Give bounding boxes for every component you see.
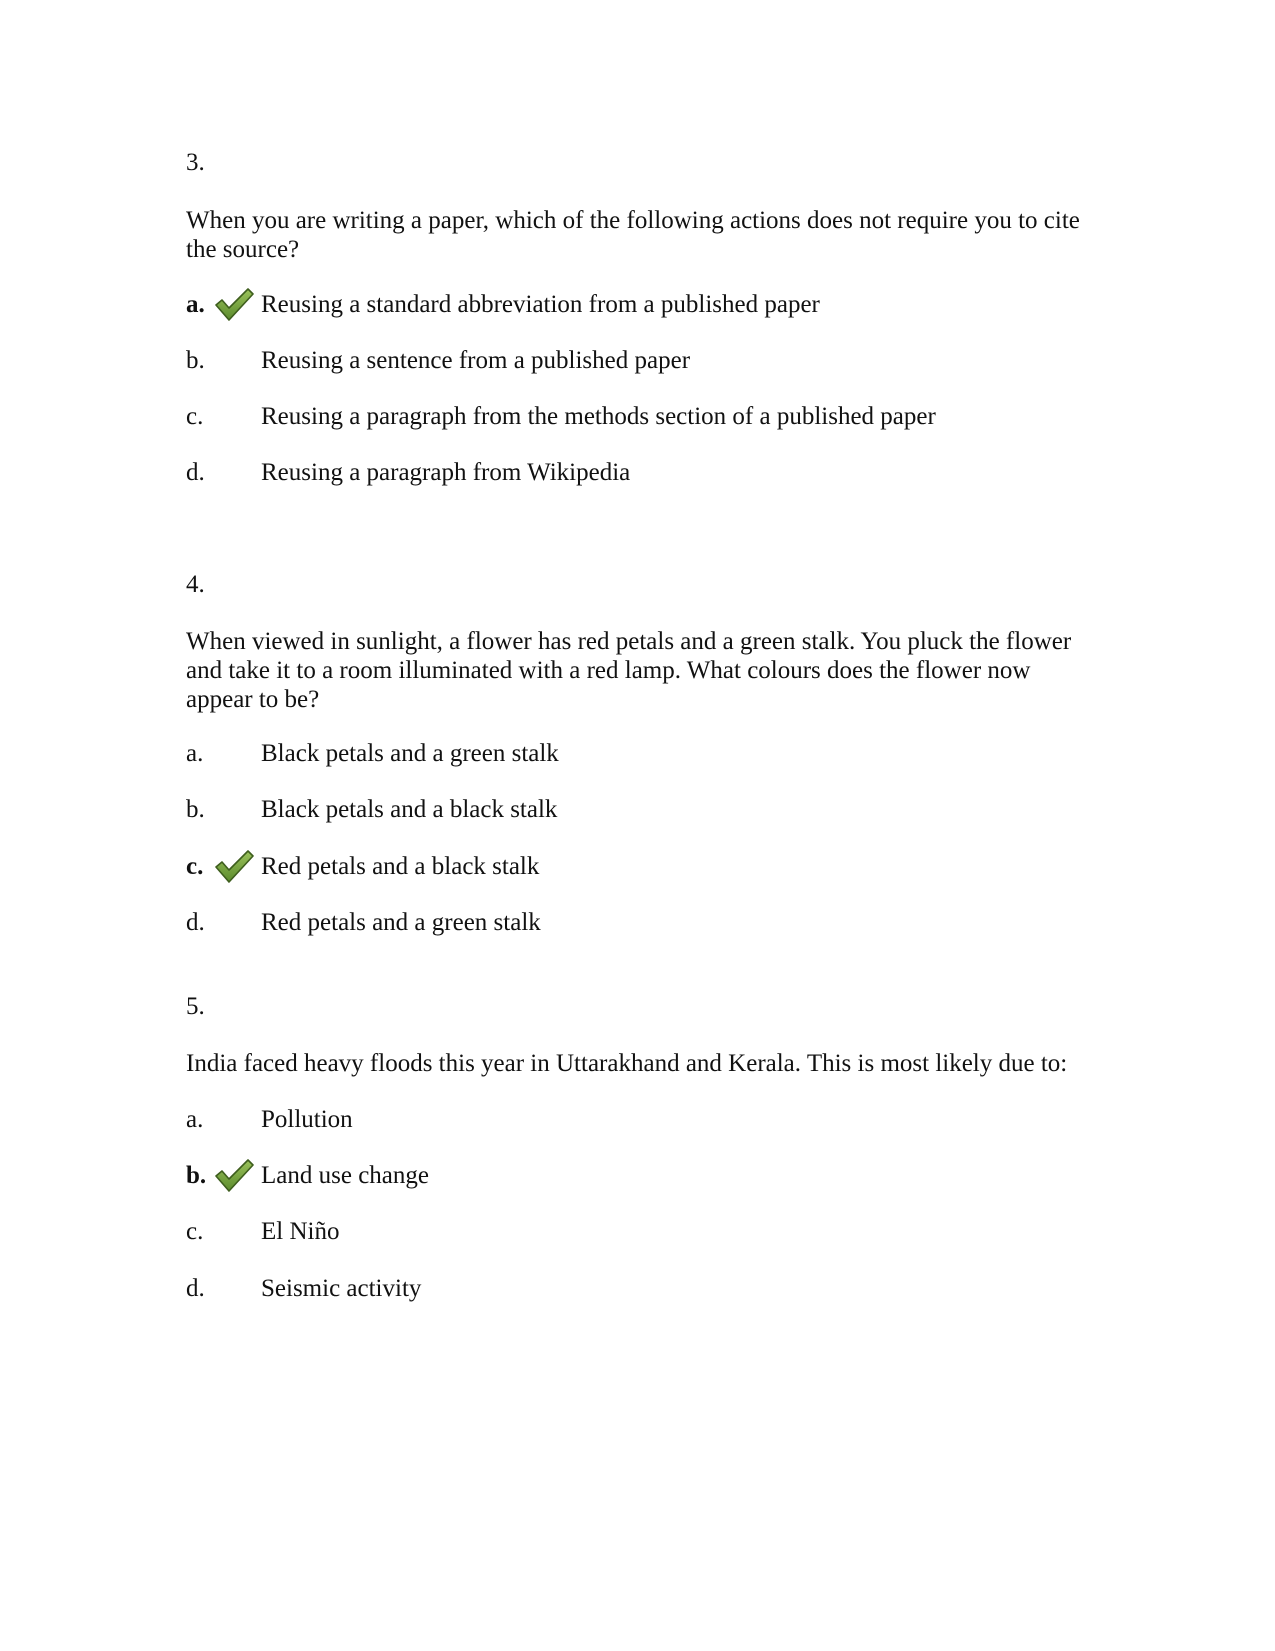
option-text: Black petals and a green stalk [261,740,559,767]
question-number: 5. [186,993,205,1020]
option-letter: a. [186,740,204,767]
option-text: Reusing a sentence from a published paper [261,347,691,374]
option-letter: a. [186,1106,204,1133]
checkmark-icon [214,287,254,323]
question-text: When viewed in sunlight, a flower has red petals and a green stalk. You pluck the flower and take it to a room illuminated with a red lamp. What colours does the flower now appear to be? [186,628,1072,713]
option-text: Land use change [261,1162,429,1189]
option-text: El Niño [261,1218,340,1245]
option-text: Pollution [261,1106,353,1133]
option-letter: d. [186,459,205,486]
option-letter: c. [186,403,204,430]
checkmark-icon [214,849,254,885]
option-letter: c. [186,853,204,880]
option-text: Reusing a paragraph from the methods section of a published paper [261,403,936,430]
question-text: When you are writing a paper, which of the following actions does not require you to cite the source? [186,207,1080,263]
option-letter: b. [186,796,205,823]
option-letter: b. [186,347,205,374]
option-letter: a. [186,291,205,318]
option-text: Seismic activity [261,1275,422,1302]
option-letter: d. [186,1275,205,1302]
option-text: Red petals and a black stalk [261,853,540,880]
question-number: 3. [186,149,205,176]
option-text: Red petals and a green stalk [261,909,541,936]
option-letter: d. [186,909,205,936]
question-number: 4. [186,571,205,598]
option-letter: b. [186,1162,207,1189]
question-text: India faced heavy floods this year in Uttarakhand and Kerala. This is most likely due to: [186,1050,1068,1077]
option-text: Reusing a paragraph from Wikipedia [261,459,631,486]
option-text: Black petals and a black stalk [261,796,558,823]
option-letter: c. [186,1218,204,1245]
checkmark-icon [214,1158,254,1194]
option-text: Reusing a standard abbreviation from a published paper [261,291,820,318]
